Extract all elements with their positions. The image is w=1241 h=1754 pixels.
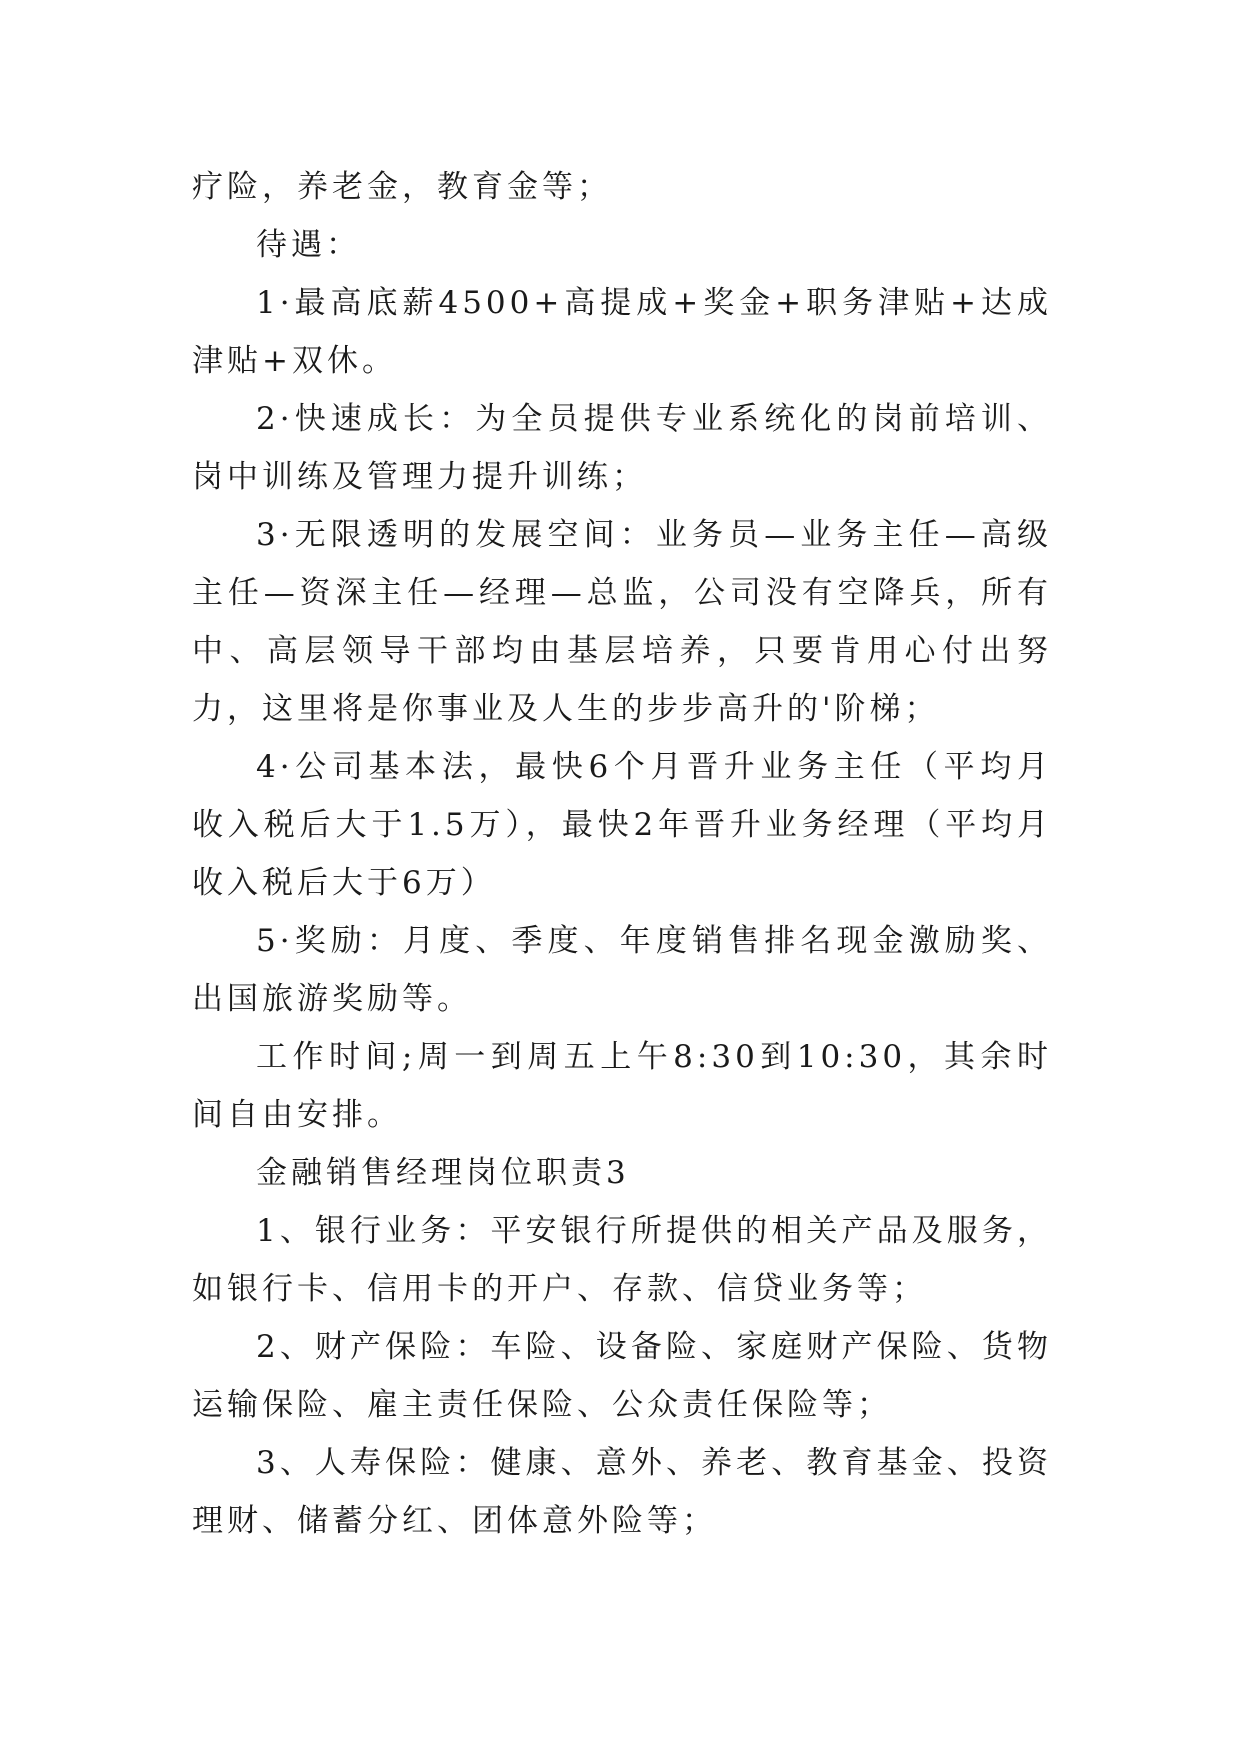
- paragraph-working-hours: 工作时间;周一到周五上午8:30到10:30，其余时间自由安排。: [192, 1039, 1052, 1133]
- paragraph-duty-banking: 1、银行业务：平安银行所提供的相关产品及服务，如银行卡、信用卡的开户、存款、信贷业务等；: [192, 1213, 1052, 1307]
- paragraph-benefit-rewards: 5·奖励：月度、季度、年度销售排名现金激励奖、出国旅游奖励等。: [192, 923, 1052, 1017]
- paragraph-duty-property-insurance: 2、财产保险：车险、设备险、家庭财产保险、货物运输保险、雇主责任保险、公众责任保险等；: [192, 1329, 1052, 1423]
- paragraph-duty-life-insurance: 3、人寿保险：健康、意外、养老、教育基金、投资理财、储蓄分红、团体意外险等；: [192, 1445, 1052, 1539]
- document-body: [192, 158, 1052, 1550]
- paragraph-benefits-heading: 待遇：: [256, 227, 361, 263]
- paragraph-benefit-promotion: 4·公司基本法，最快6个月晋升业务主任（平均月收入税后大于1.5万），最快2年晋升业务经理（平均月收入税后大于6万）: [192, 749, 1052, 901]
- paragraph-medical-insurance-tail: 疗险，养老金，教育金等；: [192, 169, 612, 205]
- paragraph-benefit-salary: 1·最高底薪4500+高提成+奖金+职务津贴+达成津贴+双休。: [192, 285, 1052, 379]
- paragraph-benefit-career-path: 3·无限透明的发展空间：业务员—业务主任—高级主任—资深主任—经理—总监，公司没有空降兵，所有中、高层领导干部均由基层培养，只要肯用心付出努力，这里将是你事业及人生的步步高升的'阶梯；: [192, 517, 1052, 727]
- paragraph-benefit-growth: 2·快速成长：为全员提供专业系统化的岗前培训、岗中训练及管理力提升训练；: [192, 401, 1052, 495]
- section-title: 金融销售经理岗位职责3: [256, 1155, 630, 1191]
